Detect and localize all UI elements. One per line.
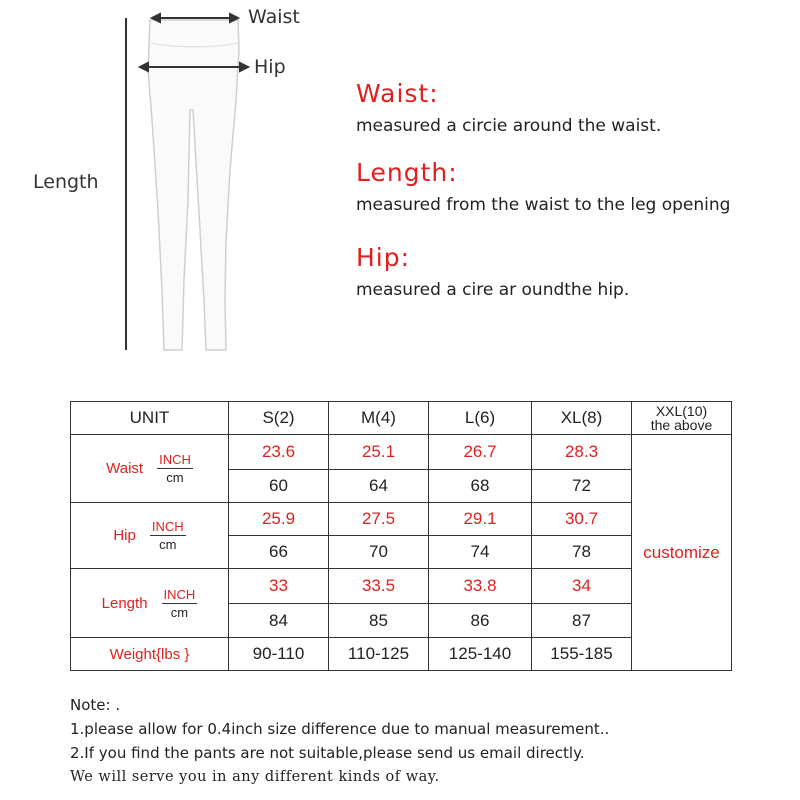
- length-label: Length: [33, 171, 99, 193]
- table-cell: 33.8: [429, 569, 532, 604]
- unit-header: UNIT: [71, 402, 229, 435]
- table-cell: 25.1: [329, 435, 429, 470]
- table-cell: 84: [229, 604, 329, 638]
- table-cell: 72: [532, 470, 632, 503]
- table-cell: 27.5: [329, 503, 429, 536]
- table-row: [71, 435, 732, 470]
- length-definition-text: measured from the waist to the leg opening: [356, 195, 731, 215]
- table-cell: 25.9: [229, 503, 329, 536]
- hip-definition-text: measured a cire ar oundthe hip.: [356, 280, 630, 300]
- xxl-line2: the above: [650, 417, 713, 433]
- row-label: Waist: [106, 460, 144, 477]
- length-definition-title: Length:: [356, 158, 458, 187]
- size-header: S(2): [229, 402, 329, 435]
- table-cell: 26.7: [429, 435, 532, 470]
- table-cell: 74: [429, 536, 532, 569]
- table-cell: 28.3: [532, 435, 632, 470]
- waist-definition-title: Waist:: [356, 79, 439, 108]
- row-label-cell: [71, 503, 229, 569]
- size-header: L(6): [429, 402, 532, 435]
- size-header: XL(8): [532, 402, 632, 435]
- table-cell: 85: [329, 604, 429, 638]
- table-cell: 90-110: [229, 638, 329, 671]
- table-cell: 23.6: [229, 435, 329, 470]
- waist-label: Waist: [248, 6, 300, 28]
- table-cell: 70: [329, 536, 429, 569]
- table-cell: 64: [329, 470, 429, 503]
- table-cell: 60: [229, 470, 329, 503]
- hip-label: Hip: [254, 56, 286, 78]
- row-label-cell: [71, 569, 229, 638]
- unit-fraction: INCH cm: [159, 452, 191, 485]
- table-cell: 86: [429, 604, 532, 638]
- waist-definition-text: measured a circie around the waist.: [356, 116, 662, 136]
- unit-fraction: INCH cm: [151, 519, 184, 552]
- table-cell: 29.1: [429, 503, 532, 536]
- size-chart-table: [70, 401, 732, 671]
- table-cell: 66: [229, 536, 329, 569]
- table-cell: 78: [532, 536, 632, 569]
- note-line: 1.please allow for 0.4inch size difference due to manual measurement..: [70, 720, 610, 738]
- notes-heading: Note: .: [70, 696, 121, 714]
- hip-definition-title: Hip:: [356, 243, 411, 272]
- note-line: 2.If you find the pants are not suitable,please send us email directly.: [70, 744, 585, 762]
- table-cell: 110-125: [329, 638, 429, 671]
- table-cell: 87: [532, 604, 632, 638]
- table-cell: 30.7: [532, 503, 632, 536]
- row-label: Hip: [113, 527, 136, 544]
- xxl-line1: XXL(10): [655, 403, 708, 419]
- size-header: M(4): [329, 402, 429, 435]
- leggings-shape: [148, 20, 239, 350]
- row-label: Length: [101, 594, 148, 612]
- row-label-cell: [71, 435, 229, 503]
- table-header-row: [71, 402, 732, 435]
- xxl-header: [632, 402, 732, 435]
- table-cell: 34: [532, 569, 632, 604]
- table-cell: 68: [429, 470, 532, 503]
- table-cell: 155-185: [532, 638, 632, 671]
- table-cell: 33: [229, 569, 329, 604]
- notes-section: [70, 693, 609, 789]
- customize-cell: customize: [632, 435, 732, 671]
- note-line: We will serve you in any different kinds of way.: [70, 769, 440, 785]
- table-cell: 125-140: [429, 638, 532, 671]
- table-cell: 33.5: [329, 569, 429, 604]
- unit-fraction: INCH cm: [163, 586, 196, 620]
- weight-label: Weight{lbs }: [71, 638, 229, 671]
